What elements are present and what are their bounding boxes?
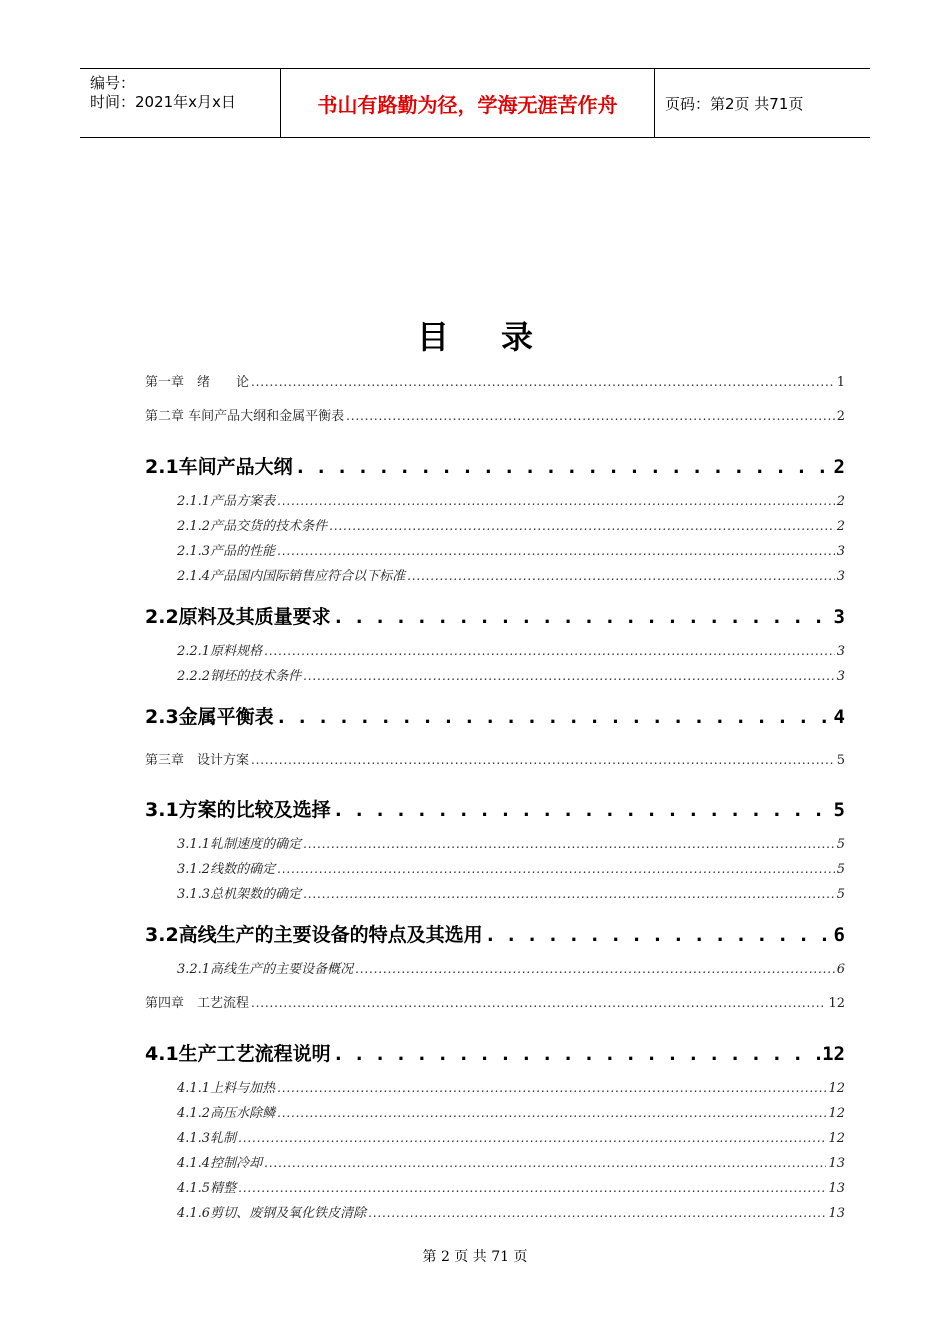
toc-entry-title: 4.1.3轧制	[177, 1131, 237, 1146]
header-motto: 书山有路勤为径，学海无涯苦作舟	[280, 69, 655, 137]
document-number-label: 编号：	[90, 74, 136, 92]
toc-entry[interactable]	[177, 1077, 845, 1096]
toc-dot-leader	[251, 753, 835, 767]
toc-entry[interactable]	[177, 1127, 845, 1146]
toc-dot-leader	[329, 519, 835, 533]
toc-entry-page-number: 3	[836, 569, 845, 584]
toc-dot-leader	[238, 1181, 826, 1195]
toc-entry[interactable]	[177, 515, 845, 534]
toc-dot-leader	[264, 1156, 826, 1170]
toc-entry[interactable]	[145, 749, 845, 768]
toc-entry-title: 2.2.2钢坯的技术条件	[177, 669, 302, 684]
toc-entry[interactable]	[177, 640, 845, 659]
toc-entry-title: 4.1.5精整	[177, 1181, 237, 1196]
toc-dot-leader	[251, 996, 826, 1010]
toc-entry-page-number: 13	[828, 1156, 845, 1171]
toc-entry-title: 3.2高线生产的主要设备的特点及其选用	[145, 924, 483, 946]
toc-entry-title: 第三章 设计方案	[145, 753, 250, 768]
toc-entry[interactable]	[177, 1177, 845, 1196]
toc-entry-page-number: 3	[833, 606, 845, 628]
toc-entry-title: 4.1.6剪切、废钢及氧化铁皮清除	[177, 1206, 367, 1221]
toc-entry-page-number: 12	[828, 1131, 845, 1146]
toc-entry[interactable]	[145, 795, 845, 822]
toc-entry-page-number: 2	[836, 494, 845, 509]
toc-dot-leader	[295, 456, 832, 478]
toc-dot-leader	[277, 862, 835, 876]
toc-entry[interactable]	[177, 565, 845, 584]
toc-entry-page-number: 13	[828, 1181, 845, 1196]
toc-dot-leader	[276, 706, 832, 728]
toc-entry-title: 第二章 车间产品大纲和金属平衡表	[145, 409, 345, 424]
toc-entry-title: 第一章 绪 论	[145, 375, 250, 390]
toc-entry-title: 3.1.2线数的确定	[177, 862, 276, 877]
toc-entry-title: 2.1.3产品的性能	[177, 544, 276, 559]
toc-entry-title: 3.2.1高线生产的主要设备概况	[177, 962, 354, 977]
toc-dot-leader	[251, 375, 835, 389]
toc-entry-page-number: 12	[828, 1081, 845, 1096]
toc-entry-page-number: 6	[836, 962, 845, 977]
toc-entry-title: 2.1车间产品大纲	[145, 456, 293, 478]
toc-dot-leader	[277, 544, 835, 558]
toc-dot-leader	[303, 887, 835, 901]
toc-entry-title: 2.1.1产品方案表	[177, 494, 276, 509]
toc-entry[interactable]	[145, 405, 845, 424]
toc-entry[interactable]	[177, 1202, 845, 1221]
page-footer: 第 2 页 共 71 页	[422, 1249, 528, 1265]
toc-dot-leader	[346, 409, 835, 423]
toc-dot-leader	[407, 569, 835, 583]
toc-entry-page-number: 2	[836, 519, 845, 534]
toc-entry-title: 4.1.4控制冷却	[177, 1156, 263, 1171]
toc-entry[interactable]	[145, 702, 845, 729]
header-meta	[80, 69, 280, 137]
toc-entry-title: 2.1.4产品国内国际销售应符合以下标准	[177, 569, 406, 584]
toc-entry-page-number: 12	[828, 1106, 845, 1121]
toc-entry-title: 4.1.1上料与加热	[177, 1081, 276, 1096]
toc-entry-page-number: 12	[828, 996, 845, 1011]
toc-dot-leader	[277, 494, 835, 508]
toc-entry-page-number: 13	[828, 1206, 845, 1221]
toc-entry[interactable]	[177, 858, 845, 877]
toc-dot-leader	[485, 924, 832, 946]
toc-dot-leader	[264, 644, 835, 658]
toc-entry[interactable]	[145, 920, 845, 947]
page-title: 目录	[416, 318, 585, 356]
toc-dot-leader	[355, 962, 835, 976]
toc-entry[interactable]	[177, 490, 845, 509]
toc-entry-page-number: 1	[836, 375, 845, 390]
toc-entry[interactable]	[177, 958, 845, 977]
toc-entry[interactable]	[177, 1102, 845, 1121]
toc-entry-page-number: 4	[833, 706, 845, 728]
toc-dot-leader	[238, 1131, 826, 1145]
toc-dot-leader	[277, 1106, 826, 1120]
toc-dot-leader	[277, 1081, 826, 1095]
toc-entry-title: 3.1方案的比较及选择	[145, 799, 331, 821]
toc-dot-leader	[333, 799, 832, 821]
toc-entry[interactable]	[177, 540, 845, 559]
toc-entry[interactable]	[145, 452, 845, 479]
toc-entry-page-number: 5	[836, 753, 845, 768]
toc-entry[interactable]	[177, 665, 845, 684]
header-page-info: 页码：第2页 共71页	[665, 94, 804, 113]
toc-entry-page-number: 2	[833, 456, 845, 478]
toc-entry-title: 3.1.1轧制速度的确定	[177, 837, 302, 852]
toc-entry-title: 2.3金属平衡表	[145, 706, 274, 728]
toc-dot-leader	[303, 837, 835, 851]
toc-entry-page-number: 2	[836, 409, 845, 424]
toc-entry-title: 3.1.3总机架数的确定	[177, 887, 302, 902]
toc-entry[interactable]	[145, 992, 845, 1011]
toc-entry-page-number: 6	[833, 924, 845, 946]
toc-dot-leader	[368, 1206, 826, 1220]
toc-dot-leader	[333, 606, 832, 628]
toc-entry-page-number: 3	[836, 669, 845, 684]
toc-entry-page-number: 5	[836, 837, 845, 852]
toc-entry-title: 第四章 工艺流程	[145, 996, 250, 1011]
toc-entry-page-number: 3	[836, 544, 845, 559]
toc-dot-leader	[333, 1043, 820, 1065]
toc-entry[interactable]	[145, 1039, 845, 1066]
toc-entry[interactable]	[177, 883, 845, 902]
toc-entry-page-number: 3	[836, 644, 845, 659]
toc-dot-leader	[303, 669, 835, 683]
toc-entry-page-number: 12	[822, 1043, 845, 1065]
toc-entry-page-number: 5	[836, 887, 845, 902]
toc-entry[interactable]	[177, 833, 845, 852]
toc-entry[interactable]	[145, 602, 845, 629]
toc-entry-title: 2.1.2产品交货的技术条件	[177, 519, 328, 534]
toc-entry-page-number: 5	[833, 799, 845, 821]
toc-entry-title: 2.2.1原料规格	[177, 644, 263, 659]
toc-entry-title: 4.1.2高压水除鳞	[177, 1106, 276, 1121]
toc-entry-title: 2.2原料及其质量要求	[145, 606, 331, 628]
toc-entry[interactable]	[145, 371, 845, 390]
toc-entry-title: 4.1生产工艺流程说明	[145, 1043, 331, 1065]
toc-entry-page-number: 5	[836, 862, 845, 877]
document-date-label: 时间：2021年x月x日	[90, 93, 236, 111]
toc-entry[interactable]	[177, 1152, 845, 1171]
page-header	[80, 68, 870, 138]
